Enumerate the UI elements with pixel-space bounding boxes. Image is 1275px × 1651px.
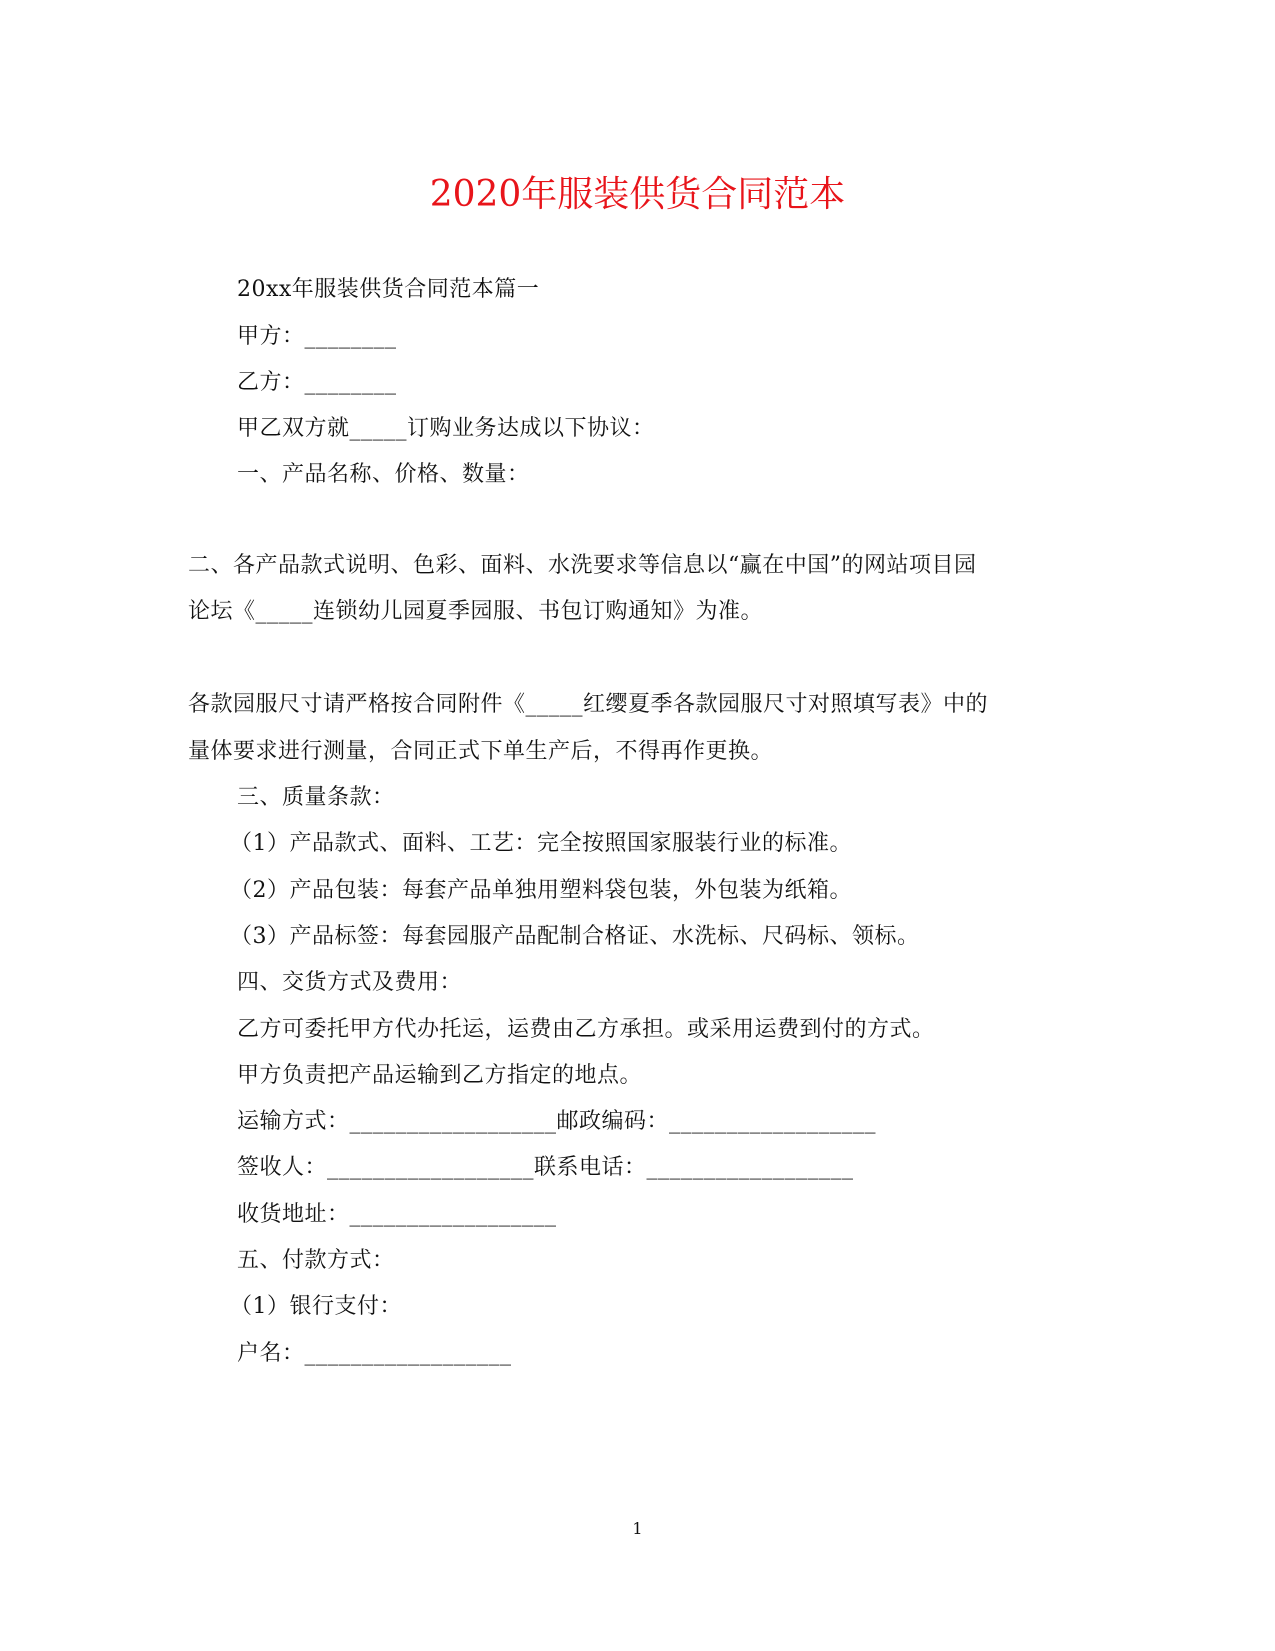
- party-a-line: 甲方：________: [237, 324, 397, 349]
- transport-postcode-line: 运输方式：__________________邮政编码：__________________: [237, 1109, 877, 1134]
- size-note-line-1: 各款园服尺寸请严格按合同附件《_____红缨夏季各款园服尺寸对照填写表》中的: [188, 692, 989, 717]
- clause-1-heading: 一、产品名称、价格、数量：: [237, 462, 530, 487]
- clause-4-heading: 四、交货方式及费用：: [237, 970, 463, 995]
- recipient-phone-line: 签收人：__________________联系电话：__________________: [237, 1155, 854, 1180]
- quality-item-3: （3）产品标签：每套园服产品配制合格证、水洗标、尺码标、领标。: [230, 924, 920, 949]
- clause-2-line-2: 论坛《_____连锁幼儿园夏季园服、书包订购通知》为准。: [188, 599, 764, 624]
- quality-item-2: （2）产品包装：每套产品单独用塑料袋包装，外包装为纸箱。: [230, 878, 852, 903]
- document-title: 2020年服装供货合同范本: [429, 174, 846, 215]
- page-number: 1: [632, 1519, 643, 1538]
- party-b-line: 乙方：________: [237, 370, 397, 395]
- clause-5-heading: 五、付款方式：: [237, 1248, 395, 1273]
- size-note-line-2: 量体要求进行测量，合同正式下单生产后，不得再作更换。: [188, 739, 774, 764]
- clause-2-line-1: 二、各产品款式说明、色彩、面料、水洗要求等信息以“赢在中国”的网站项目园: [188, 553, 977, 578]
- address-line: 收货地址：__________________: [237, 1202, 557, 1227]
- delivery-line-2: 甲方负责把产品运输到乙方指定的地点。: [237, 1063, 643, 1088]
- agreement-intro: 甲乙双方就_____订购业务达成以下协议：: [237, 416, 655, 441]
- account-name-line: 户名：__________________: [237, 1341, 512, 1366]
- payment-item-1: （1）银行支付：: [230, 1294, 402, 1319]
- clause-3-heading: 三、质量条款：: [237, 785, 395, 810]
- section-heading: 20xx年服装供货合同范本篇一: [237, 277, 540, 302]
- quality-item-1: （1）产品款式、面料、工艺：完全按照国家服装行业的标准。: [230, 831, 852, 856]
- delivery-line-1: 乙方可委托甲方代办托运，运费由乙方承担。或采用运费到付的方式。: [237, 1017, 935, 1042]
